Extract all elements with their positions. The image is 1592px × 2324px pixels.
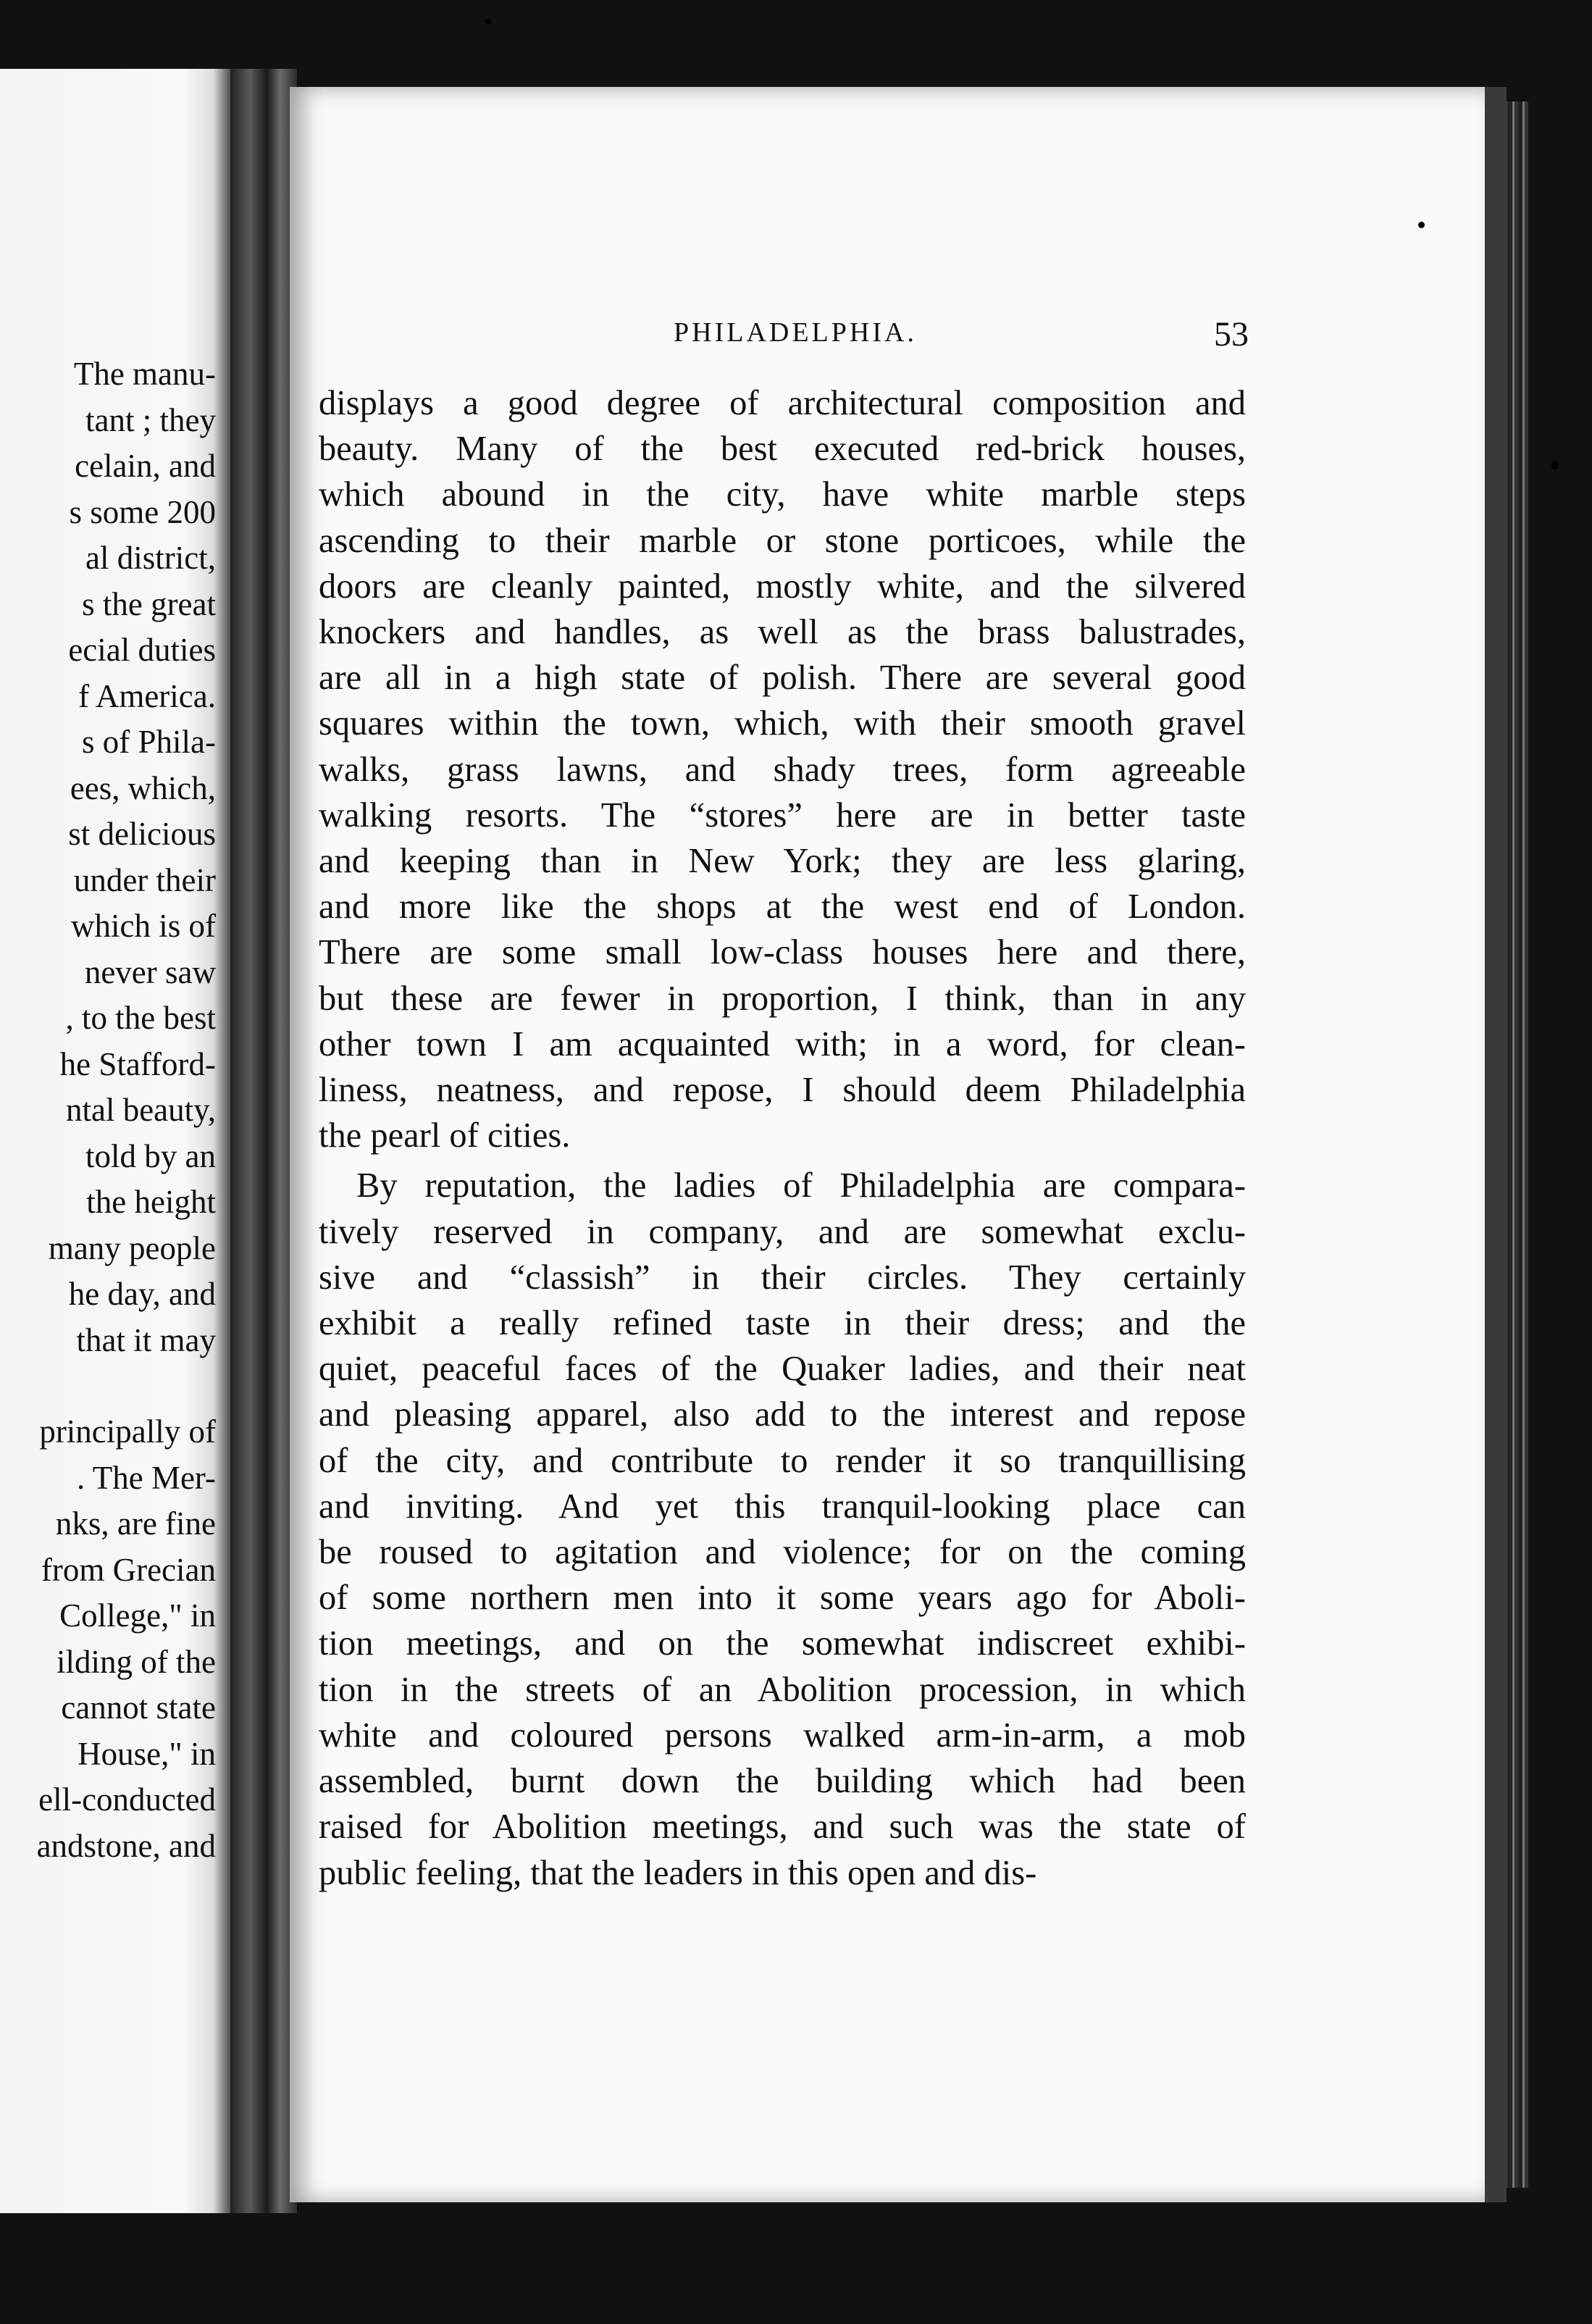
text-line: tion in the streets of an Abolition procession, in which xyxy=(319,1670,1246,1709)
left-text-line: cannot state xyxy=(61,1689,216,1726)
left-text-line: never saw xyxy=(84,953,216,990)
body-text xyxy=(319,380,1246,1896)
text-line: of the city, and contribute to render it so tranquillising xyxy=(319,1441,1246,1480)
page-number: 53 xyxy=(1214,315,1249,354)
text-line: the pearl of cities. xyxy=(319,1116,571,1155)
left-text-line: from Grecian xyxy=(41,1551,216,1588)
left-text-line: principally of xyxy=(39,1413,216,1450)
paragraph xyxy=(319,1163,1246,1895)
left-text-line: College," in xyxy=(59,1597,216,1634)
left-text-line: . The Mer- xyxy=(77,1459,216,1496)
text-line: There are some small low-class houses here and there, xyxy=(319,933,1246,972)
left-text-line: tant ; they xyxy=(85,401,216,438)
left-text-line: House," in xyxy=(77,1735,216,1772)
left-text-line: under their xyxy=(73,861,216,898)
left-text-line: s some 200 xyxy=(69,493,216,530)
text-line: walking resorts. The “stores” here are in better taste xyxy=(319,795,1246,835)
text-line: tively reserved in company, and are somewhat exclu- xyxy=(319,1212,1246,1251)
left-text-line: the height xyxy=(86,1184,216,1220)
blank-line xyxy=(37,1363,216,1409)
text-line: be roused to agitation and violence; for on the coming xyxy=(319,1533,1246,1572)
left-text-line: al district, xyxy=(85,540,216,576)
text-line: and inviting. And yet this tranquil-looking place can xyxy=(319,1487,1246,1526)
text-line: walks, grass lawns, and shady trees, form agreeable xyxy=(319,750,1246,789)
text-line: public feeling, that the leaders in this open and dis- xyxy=(319,1853,1037,1892)
left-text-line: st delicious xyxy=(68,816,216,852)
left-text-line: The manu- xyxy=(73,356,216,392)
left-text-line: s of Phila- xyxy=(82,724,216,760)
left-text-line: ecial duties xyxy=(68,632,216,668)
left-text-line: andstone, and xyxy=(36,1827,216,1864)
text-line: sive and “classish” in their circles. They certainly xyxy=(319,1258,1246,1297)
left-text-line: ell-conducted xyxy=(38,1781,216,1818)
text-line: exhibit a really refined taste in their dress; and the xyxy=(319,1304,1246,1343)
text-line: ascending to their marble or stone porticoes, while the xyxy=(319,521,1246,560)
text-line: squares within the town, which, with their smooth gravel xyxy=(319,704,1246,743)
text-line: knockers and handles, as well as the brass balustrades, xyxy=(319,613,1246,652)
left-page-text xyxy=(37,351,216,1869)
left-text-line: told by an xyxy=(85,1137,216,1174)
scan-speck xyxy=(1551,461,1559,469)
text-line: assembled, burnt down the building which had been xyxy=(319,1762,1246,1801)
text-line: quiet, peaceful faces of the Quaker ladies, and their neat xyxy=(319,1350,1246,1389)
running-head: PHILADELPHIA. xyxy=(674,317,917,348)
text-line: are all in a high state of polish. There are several good xyxy=(319,659,1246,698)
left-text-line: ees, which, xyxy=(70,769,216,806)
left-text-line: many people xyxy=(48,1229,216,1266)
text-line: of some northern men into it some years ago for Aboli- xyxy=(319,1579,1246,1618)
scan-speck xyxy=(485,19,491,25)
left-page xyxy=(0,69,232,2213)
left-text-line: nks, are fine xyxy=(55,1505,216,1542)
left-text-line: s the great xyxy=(82,585,216,622)
text-line: doors are cleanly painted, mostly white, and the silvered xyxy=(319,567,1246,606)
left-text-line: , to the best xyxy=(65,1000,216,1036)
book-gutter xyxy=(230,69,297,2213)
left-text-line: that it may xyxy=(76,1321,216,1358)
left-text-line: which is of xyxy=(71,908,216,944)
text-line: displays a good degree of architectural composition and xyxy=(319,384,1246,422)
text-line: and more like the shops at the west end of London. xyxy=(319,887,1246,927)
text-line: beauty. Many of the best executed red-brick houses, xyxy=(319,430,1246,469)
text-line: and keeping than in New York; they are less glaring, xyxy=(319,842,1246,881)
text-line: other town I am acquainted with; in a word, for clean- xyxy=(319,1024,1246,1063)
text-line: which abound in the city, have white marble steps xyxy=(319,475,1246,514)
left-text-line: ilding of the xyxy=(56,1643,216,1680)
left-text-line: he day, and xyxy=(68,1276,216,1312)
scan-speck xyxy=(1418,222,1425,228)
text-line: but these are fewer in proportion, I think, than in any xyxy=(319,979,1246,1018)
text-line: By reputation, the ladies of Philadelphia are compara- xyxy=(356,1166,1246,1205)
text-line: white and coloured persons walked arm-in-arm, a mob xyxy=(319,1715,1246,1755)
paragraph xyxy=(319,380,1246,1158)
left-text-line: f America. xyxy=(78,677,216,714)
left-text-line: he Stafford- xyxy=(59,1045,216,1082)
text-line: and pleasing apparel, also add to the interest and repose xyxy=(319,1395,1246,1434)
text-line: raised for Abolition meetings, and such was the state of xyxy=(319,1807,1246,1847)
text-line: tion meetings, and on the somewhat indiscreet exhibi- xyxy=(319,1624,1246,1663)
left-text-line: ntal beauty, xyxy=(65,1092,216,1128)
text-line: liness, neatness, and repose, I should deem Philadelphia xyxy=(319,1071,1246,1110)
left-text-line: celain, and xyxy=(75,448,216,484)
